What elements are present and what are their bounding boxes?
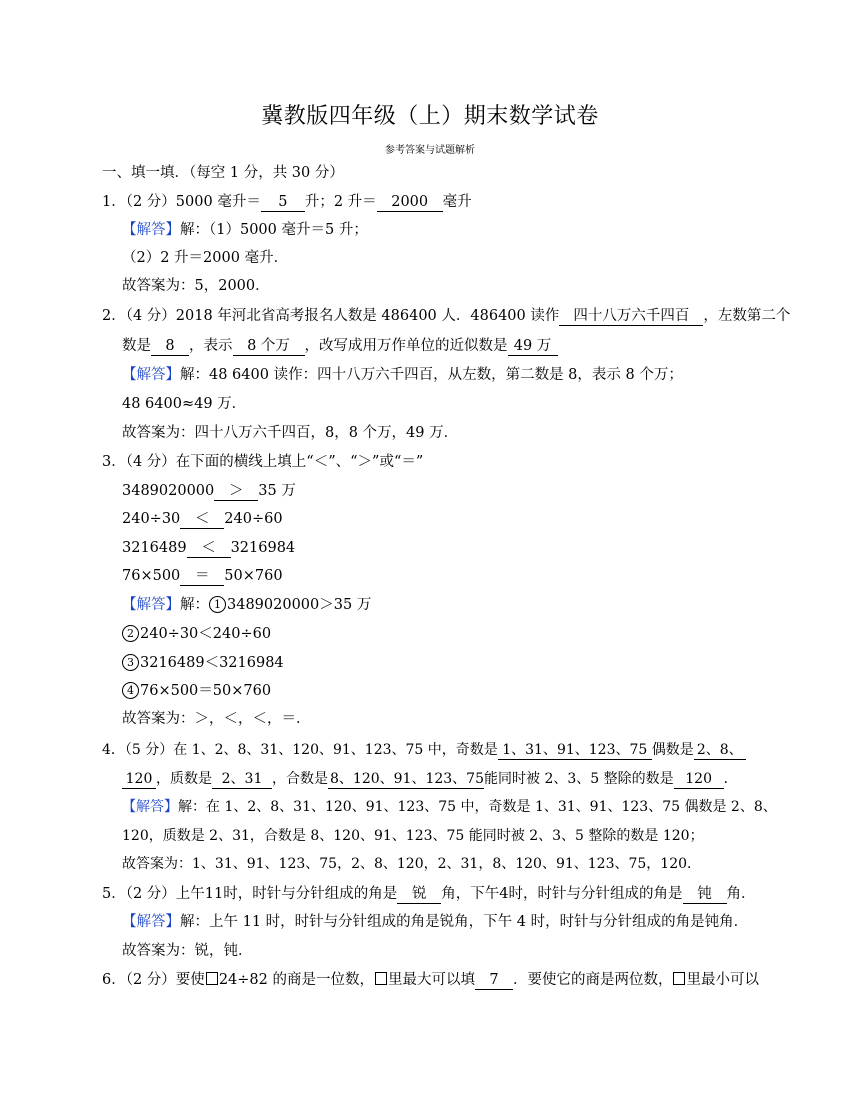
q6-text-e: 里最小可以 [686,972,759,988]
page-subtitle: 参考答案与试题解析 [385,145,475,156]
q5-text-c: 角． [726,886,756,902]
q4-text-2c: 能同时被 2、3、5 整除的数是 [484,771,674,787]
q6-text: 6．（2 分）要使 [102,972,205,988]
q6-text-d: ．要使它的商是两位数， [512,972,673,988]
q5-answer: 故答案为：锐，钝． [122,943,253,959]
q3-solution-text: 76×500＝50×760 [140,683,272,699]
q3-blank-3: ＜ [187,540,231,558]
q3-solution-2 [122,624,271,644]
q2-solution-2: 48 6400≈49 万． [122,396,247,412]
q5-text-b: 角，下午4时，时针与分针组成的角是 [441,886,683,902]
q4-answer: 故答案为：1、31、91、123、75，2、8、120，2、31，8、120、91、123、75，120． [122,856,702,872]
q2-solution-text: 解：48 6400 读作：四十八万六千四百，从左数，第二数是 8，表示 8 个万； [180,367,683,383]
q2-blank-2: 8 [151,338,189,356]
q1-answer: 故答案为：5，2000． [122,278,270,294]
q3-answer: 故答案为：＞，＜，＜，＝． [122,711,311,727]
section-heading: 一、填一填．（每空 1 分，共 30 分） [102,165,344,181]
q3-blank-1: ＞ [214,483,258,501]
answer-tag: 【解答】 [122,222,180,238]
q1-text-end: 毫升 [442,194,472,210]
q4-blank-5: 120 [674,771,724,789]
question-4-line-2 [122,769,738,789]
q2-blank-4: 49 万 [508,338,558,356]
q5-solution-text: 解：上午 11 时，时针与分针组成的角是锐角，下午 4 时，时针与分针组成的角是钝角． [180,914,749,930]
q6-blank-1: 7 [475,972,513,990]
circled-number: 2 [122,625,139,642]
answer-tag: 【解答】 [122,799,178,815]
q3-row-1 [122,481,296,501]
q2-text-end: ，左数第二个 [703,308,791,324]
circled-number: 4 [122,682,139,699]
q5-solution [122,912,748,932]
q3-solution-1 [122,595,371,615]
q1-text-mid: 升；2 升＝ [304,194,377,210]
circled-number: 3 [122,654,139,671]
q5-text: 5．（2 分）上午11时，时针与分针组成的角是 [102,886,398,902]
answer-tag: 【解答】 [122,367,180,383]
q1-solution-2: （2）2 升＝2000 毫升． [122,250,289,266]
q4-text-2a: ，质数是 [156,771,212,787]
q3-solution-4 [122,681,271,701]
q3-row-2 [122,509,283,529]
q2-text-2a: 数是 [122,338,151,354]
q4-solution-text: 解：在 1、2、8、31、120、91、123、75 中，奇数是 1、31、91、123、75 偶数是 2、8、 [178,799,777,815]
q2-text: 2．（4 分）2018 年河北省高考报名人数是 486400 人．486400 读作 [102,308,560,324]
q4-blank-3: 2、31 [212,771,272,789]
circled-number: 1 [209,596,226,613]
q4-blank-4: 8、120、91、123、75 [330,771,484,787]
q3-solution-prefix: 解： [180,597,209,613]
q3-blank-2: ＜ [180,511,224,529]
q3-row-left: 3216489 [122,540,187,556]
q3-row-right: 35 万 [258,483,296,499]
q3-row-left: 240÷30 [122,511,181,527]
q3-row-4 [122,566,283,586]
q5-blank-1: 锐 [397,886,441,904]
q3-solution-text: 3489020000＞35 万 [227,597,372,613]
question-5 [102,884,756,904]
q4-text: 4．（5 分）在 1、2、8、31、120、91、123、75 中，奇数是 [102,742,498,758]
q5-blank-2: 钝 [683,886,727,904]
q2-text-2b: ，表示 [189,338,233,354]
empty-box [375,972,387,985]
q3-row-right: 50×760 [224,568,283,584]
q1-solution-text: 解：（1）5000 毫升＝5 升； [180,222,368,238]
q3-row-right: 240÷60 [224,511,283,527]
q2-answer: 故答案为：四十八万六千四百，8，8 个万，49 万． [122,425,459,441]
question-4 [102,740,746,760]
q4-blank-2-start: 2、8、 [694,742,746,760]
q4-solution-1 [122,797,777,817]
q4-blank-1: 1、31、91、123、75 [498,742,652,760]
q1-solution-1 [122,220,368,240]
q4-blank-2-end: 120 [122,771,156,789]
q3-blank-4: ＝ [180,568,224,586]
question-6 [102,970,759,990]
q1-blank-2: 2000 [377,194,443,212]
answer-tag: 【解答】 [122,914,180,930]
q3-solution-text: 240÷30＜240÷60 [140,626,272,642]
q2-blank-3: 8 个万 [233,338,305,356]
answer-tag: 【解答】 [122,597,180,613]
q3-solution-3 [122,653,284,673]
q3-solution-text: 3216489＜3216984 [140,655,284,671]
empty-box [673,972,685,985]
q6-text-b: 24÷82 的商是一位数， [218,972,374,988]
question-2 [102,306,790,326]
q2-text-2c: ，改写成用万作单位的近似数是 [304,338,508,354]
q4-text-b: 偶数是 [651,742,694,758]
q1-text: 1．（2 分）5000 毫升＝ [102,194,261,210]
question-1 [102,192,472,212]
page-title: 冀教版四年级（上）期末数学试卷 [261,104,599,129]
q3-row-left: 76×500 [122,568,181,584]
q4-text-2d: ． [723,771,738,787]
question-2-line-2 [122,336,558,356]
q4-solution-2: 120，质数是 2、31，合数是 8、120、91、123、75 能同时被 2、3、5 整除的数是 120； [122,828,704,844]
q4-text-2b: ，合数是 [272,771,328,787]
empty-box [206,972,218,985]
q3-row-right: 3216984 [230,540,296,556]
q2-blank-1: 四十八万六千四百 [559,308,703,326]
question-3: 3．（4 分）在下面的横线上填上“＜”、“＞”或“＝” [102,454,424,470]
q1-blank-1: 5 [261,194,305,212]
q3-row-3 [122,538,295,558]
q6-text-c: 里最大可以填 [387,972,475,988]
q2-solution-1 [122,365,683,385]
q3-row-left: 3489020000 [122,483,215,499]
